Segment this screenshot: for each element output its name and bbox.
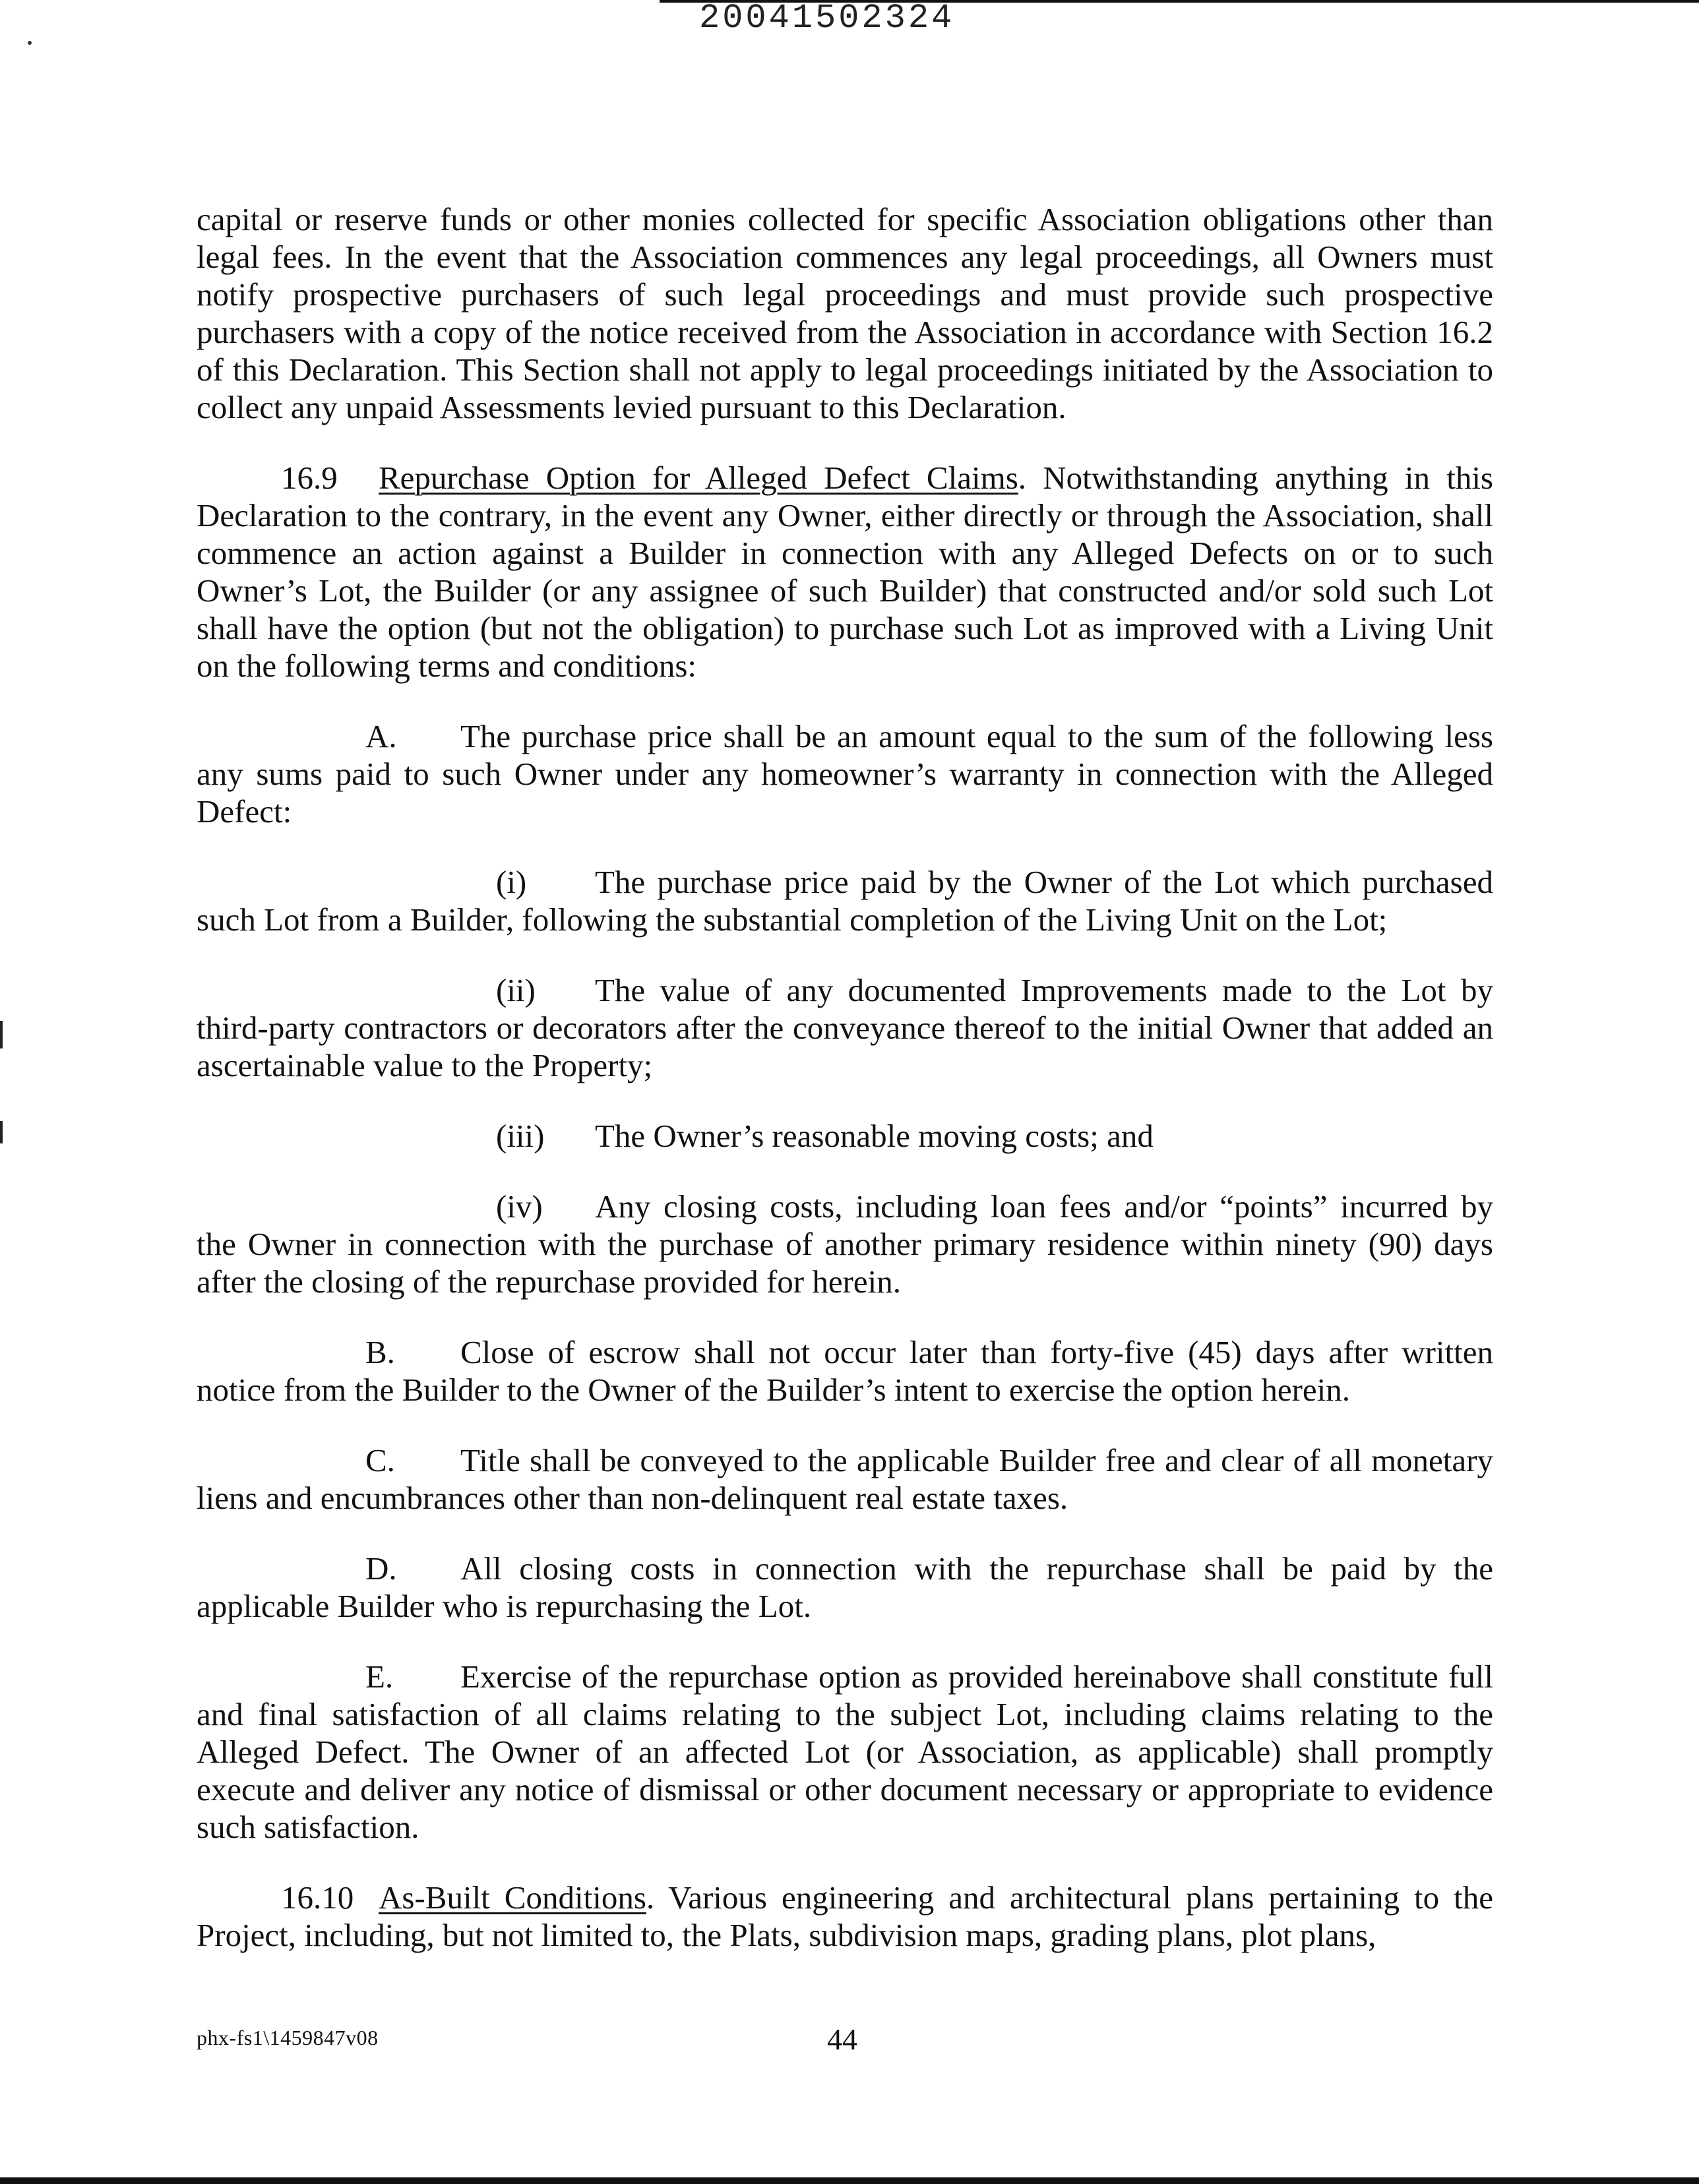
clause-b: [197, 1333, 1493, 1409]
subclause-label: (i): [496, 864, 527, 900]
clause-text: Close of escrow shall not occur later than forty-five (45) days after written notice from the Builder to the Owner of the Builder’s intent to exercise the option herein.: [197, 1334, 1493, 1408]
footer-file-id: phx-fs1\1459847v08: [197, 2026, 379, 2049]
scan-mark: [0, 1121, 3, 1143]
subclause-ii: [197, 971, 1493, 1084]
subclause-text: The Owner’s reasonable moving costs; and: [595, 1118, 1154, 1154]
scan-mark: [0, 1021, 3, 1048]
section-number: 16.10: [281, 1879, 354, 1916]
clause-a: [197, 717, 1493, 830]
section-text: . Various engineering and architectural plans pertaining to the Project, including, but not limited to, the Plats, subdivision maps, grading plans, plot plans,: [197, 1879, 1493, 1953]
clause-label: B.: [365, 1334, 395, 1370]
clause-c: [197, 1441, 1493, 1517]
subclause-label: (iv): [496, 1188, 543, 1225]
clause-text: All closing costs in connection with the repurchase shall be paid by the applicable Builder who is repurchasing the Lot.: [197, 1550, 1493, 1624]
clause-d: [197, 1550, 1493, 1625]
page-number: 44: [827, 2022, 857, 2056]
document-number: 20041502324: [699, 0, 955, 38]
paragraph-continuation: capital or reserve funds or other monies collected for specific Association obligations other than legal fees. In the event that the Association commences any legal proceedings, all Owners must notify prospective purchasers of such legal proceedings and must provide such prospective purchasers with a copy of the notice received from the Association in accordance with Section 16.2 of this Declaration. This Section shall not apply to legal proceedings initiated by the Association to collect any unpaid Assessments levied pursuant to this Declaration.: [197, 201, 1493, 425]
clause-text: Exercise of the repurchase option as provided hereinabove shall constitute full and final satisfaction of all claims relating to the subject Lot, including claims relating to the Alleged Defect. The Owner of an affected Lot (or Association, as applicable) shall promptly execute and deliver any notice of dismissal or other document necessary or appropriate to evidence such satisfaction.: [197, 1658, 1493, 1845]
document-body: [197, 200, 1493, 1954]
subclause-iv: [197, 1188, 1493, 1300]
clause-e: [197, 1658, 1493, 1846]
subclause-text: Any closing costs, including loan fees and/or “points” incurred by the Owner in connection with the purchase of another primary residence within ninety (90) days after the closing of the repurchase provided for herein.: [197, 1188, 1493, 1300]
subclause-text: The purchase price paid by the Owner of the Lot which purchased such Lot from a Builder, following the substantial completion of the Living Unit on the Lot;: [197, 864, 1493, 938]
subclause-iii: [197, 1117, 1493, 1155]
section-16-9: [197, 459, 1493, 684]
subclause-label: (iii): [496, 1118, 545, 1154]
clause-label: A.: [365, 718, 397, 754]
clause-text: The purchase price shall be an amount equal to the sum of the following less any sums paid to such Owner under any homeowner’s warranty in connection with the Alleged Defect:: [197, 718, 1493, 830]
subclause-text: The value of any documented Improvements made to the Lot by third-party contractors or decorators after the conveyance thereof to the initial Owner that added an ascertainable value to the Property;: [197, 972, 1493, 1083]
scan-speck: [28, 41, 32, 45]
subclause-i: [197, 863, 1493, 938]
clause-label: E.: [365, 1658, 394, 1695]
clause-label: D.: [365, 1550, 397, 1587]
section-number: 16.9: [281, 460, 338, 496]
clause-text: Title shall be conveyed to the applicable Builder free and clear of all monetary liens and encumbrances other than non-delinquent real estate taxes.: [197, 1442, 1493, 1516]
clause-label: C.: [365, 1442, 395, 1478]
section-heading: As-Built Conditions: [379, 1879, 646, 1916]
bottom-border-rule: [0, 2177, 1699, 2184]
subclause-label: (ii): [496, 972, 536, 1008]
section-heading: Repurchase Option for Alleged Defect Claims: [379, 460, 1018, 496]
section-16-10: [197, 1879, 1493, 1954]
section-text: . Notwithstanding anything in this Declaration to the contrary, in the event any Owner, either directly or through the Association, shall commence an action against a Builder in connection with any Alleged Defects on or to such Owner’s Lot, the Builder (or any assignee of such Builder) that constructed and/or sold such Lot shall have the option (but not the obligation) to purchase such Lot as improved with a Living Unit on the following terms and conditions:: [197, 460, 1493, 684]
